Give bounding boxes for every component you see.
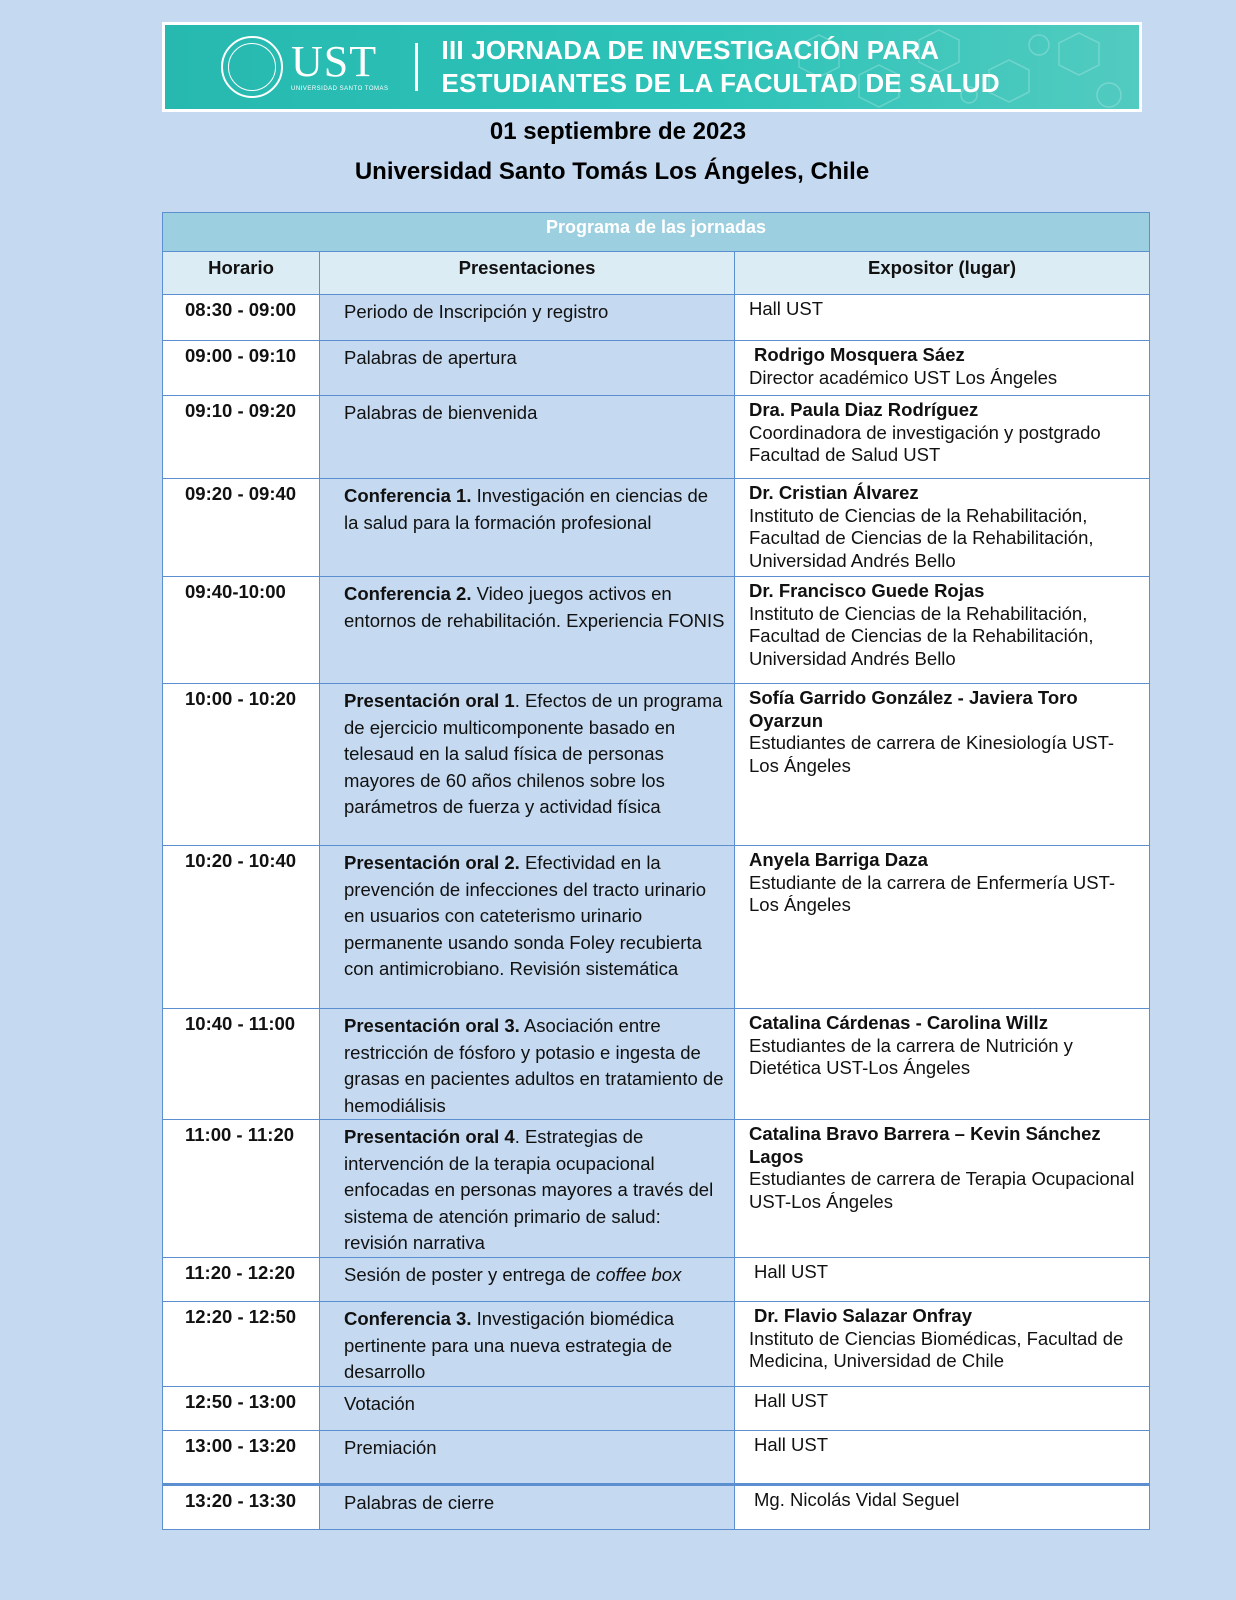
table-row bbox=[163, 577, 1150, 684]
banner-title-line-2: ESTUDIANTES DE LA FACULTAD DE SALUD bbox=[441, 68, 1000, 98]
table-row bbox=[163, 479, 1150, 577]
row-speaker bbox=[735, 577, 1150, 684]
presentation-label: Conferencia 3. bbox=[344, 1308, 472, 1329]
row-presentation bbox=[320, 577, 735, 684]
speaker-name: Dr. Francisco Guede Rojas bbox=[749, 580, 985, 601]
column-header-horario-text: Horario bbox=[208, 257, 274, 278]
santo-tomas-seal-logo bbox=[221, 36, 283, 98]
table-row bbox=[163, 684, 1150, 846]
presentation-text: Palabras de apertura bbox=[344, 347, 517, 368]
speaker-name: Catalina Bravo Barrera – Kevin Sánchez Lagos bbox=[749, 1123, 1101, 1167]
presentation-text: Premiación bbox=[344, 1436, 437, 1458]
presentation-label: Conferencia 1. bbox=[344, 485, 472, 506]
presentation-text: Asociación entre restricción de fósforo y potasio e ingesta de grasas en pacientes adultos en tratamiento de hemodiálisis bbox=[344, 1015, 724, 1116]
row-time: 13:20 - 13:30 bbox=[163, 1484, 320, 1529]
presentation-text: Sesión de poster y entrega de bbox=[344, 1264, 596, 1285]
presentation-italic-text: coffee box bbox=[595, 1264, 682, 1285]
presentation-label: Presentación oral 1 bbox=[344, 690, 515, 711]
table-row bbox=[163, 295, 1150, 341]
presentation-text: . Efectos de un programa de ejercicio multicomponente basado en telesaud en la salud física de personas mayores de 60 años chilenos sobre los parámetros de fuerza y actividad física bbox=[344, 690, 723, 817]
presentation-label: Presentación oral 3. bbox=[344, 1015, 520, 1036]
presentation-label: Presentación oral 2. bbox=[344, 852, 520, 873]
speaker-detail: Hall UST bbox=[749, 298, 824, 319]
speaker-detail: Instituto de Ciencias de la Rehabilitación, Facultad de Ciencias de la Rehabilitación, Universidad Andrés Bello bbox=[749, 602, 1094, 669]
event-date-text: 01 septiembre de 2023 bbox=[489, 118, 747, 145]
presentation-text: Palabras de cierre bbox=[344, 1491, 495, 1513]
row-time: 12:50 - 13:00 bbox=[163, 1386, 320, 1430]
row-time: 09:00 - 09:10 bbox=[163, 341, 320, 396]
column-header-presentaciones-text: Presentaciones bbox=[458, 257, 596, 278]
presentation-text: Periodo de Inscripción y registro bbox=[344, 301, 609, 322]
table-row bbox=[163, 846, 1150, 1009]
speaker-detail: Estudiantes de carrera de Terapia Ocupacional UST-Los Ángeles bbox=[749, 1168, 1135, 1212]
row-speaker bbox=[735, 1430, 1150, 1484]
speaker-detail: Estudiantes de carrera de Kinesiología UST-Los Ángeles bbox=[749, 732, 1115, 776]
row-time: 09:20 - 09:40 bbox=[163, 479, 320, 577]
row-speaker bbox=[735, 684, 1150, 846]
row-presentation bbox=[320, 1386, 735, 1430]
event-place: Universidad Santo Tomás Los Ángeles, Chile bbox=[354, 158, 870, 185]
program-table-title bbox=[163, 213, 1150, 252]
program-table bbox=[162, 212, 1150, 1530]
presentation-label: Conferencia 2. bbox=[344, 583, 472, 604]
row-presentation bbox=[320, 684, 735, 846]
speaker-detail: Mg. Nicolás Vidal Seguel bbox=[754, 1488, 960, 1510]
speaker-name: Anyela Barriga Daza bbox=[749, 849, 928, 870]
row-time: 13:00 - 13:20 bbox=[163, 1430, 320, 1484]
speaker-name: Rodrigo Mosquera Sáez bbox=[754, 344, 965, 365]
presentation-text: Votación bbox=[344, 1392, 415, 1414]
table-row bbox=[163, 1009, 1150, 1120]
speaker-name: Catalina Cárdenas - Carolina Willz bbox=[749, 1012, 1048, 1033]
row-presentation bbox=[320, 479, 735, 577]
row-time: 10:00 - 10:20 bbox=[163, 684, 320, 846]
row-speaker bbox=[735, 341, 1150, 396]
ust-logo-text: UST bbox=[291, 37, 378, 86]
table-row bbox=[163, 396, 1150, 479]
speaker-detail: Director académico UST Los Ángeles bbox=[749, 366, 1058, 388]
presentation-text: Investigación biomédica pertinente para una nueva estrategia de desarrollo bbox=[344, 1308, 675, 1382]
speaker-name: Dra. Paula Diaz Rodríguez bbox=[749, 399, 979, 420]
ust-logo bbox=[291, 37, 389, 92]
header-banner bbox=[162, 22, 1142, 112]
row-presentation bbox=[320, 846, 735, 1009]
presentation-label: Presentación oral 4 bbox=[344, 1126, 515, 1147]
table-row bbox=[163, 1484, 1150, 1529]
table-row bbox=[163, 1430, 1150, 1484]
banner-title bbox=[442, 34, 1000, 100]
speaker-detail: Instituto de Ciencias de la Rehabilitación, Facultad de Ciencias de la Rehabilitación, Universidad Andrés Bello bbox=[749, 504, 1094, 571]
presentation-text: Palabras de bienvenida bbox=[344, 402, 538, 423]
row-time: 09:10 - 09:20 bbox=[163, 396, 320, 479]
row-presentation bbox=[320, 1430, 735, 1484]
presentation-text: Video juegos activos en entornos de rehabilitación. Experiencia FONIS bbox=[344, 583, 725, 631]
event-date bbox=[0, 118, 1236, 146]
speaker-name: Sofía Garrido González - Javiera Toro Oyarzun bbox=[749, 687, 1078, 731]
row-presentation bbox=[320, 1009, 735, 1120]
banner-divider bbox=[415, 43, 418, 91]
row-time: 10:20 - 10:40 bbox=[163, 846, 320, 1009]
table-row bbox=[163, 1302, 1150, 1387]
row-time: 09:40-10:00 bbox=[163, 577, 320, 684]
row-time: 11:00 - 11:20 bbox=[163, 1120, 320, 1258]
row-speaker bbox=[735, 1386, 1150, 1430]
column-header-expositor bbox=[735, 252, 1150, 295]
banner-title-line-1: III JORNADA DE INVESTIGACIÓN PARA bbox=[441, 35, 940, 65]
speaker-detail: Hall UST bbox=[754, 1433, 829, 1455]
presentation-text: Investigación en ciencias de la salud para la formación profesional bbox=[344, 485, 709, 533]
row-speaker bbox=[735, 1258, 1150, 1302]
table-row bbox=[163, 1258, 1150, 1302]
row-speaker bbox=[735, 846, 1150, 1009]
speaker-detail: Estudiantes de la carrera de Nutrición y Dietética UST-Los Ángeles bbox=[749, 1034, 1073, 1078]
row-presentation bbox=[320, 1302, 735, 1387]
row-presentation bbox=[320, 396, 735, 479]
ust-logo-subtitle: UNIVERSIDAD SANTO TOMAS bbox=[291, 86, 389, 92]
column-header-expositor-text: Expositor (lugar) bbox=[868, 257, 1017, 278]
row-presentation bbox=[320, 1484, 735, 1529]
speaker-name: Dr. Cristian Álvarez bbox=[749, 482, 919, 503]
speaker-detail: Estudiante de la carrera de Enfermería UST-Los Ángeles bbox=[749, 871, 1116, 915]
speaker-detail: Instituto de Ciencias Biomédicas, Facultad de Medicina, Universidad de Chile bbox=[749, 1327, 1124, 1371]
row-presentation bbox=[320, 341, 735, 396]
presentation-text: . Estrategias de intervención de la terapia ocupacional enfocadas en personas mayores a través del sistema de atención primario de salud: revisión narrativa bbox=[344, 1126, 714, 1253]
row-speaker bbox=[735, 1120, 1150, 1258]
row-presentation bbox=[320, 295, 735, 341]
column-header-horario bbox=[163, 252, 320, 295]
row-speaker bbox=[735, 1484, 1150, 1529]
row-speaker bbox=[735, 396, 1150, 479]
row-time: 11:20 - 12:20 bbox=[163, 1258, 320, 1302]
row-speaker bbox=[735, 295, 1150, 341]
speaker-detail: Hall UST bbox=[754, 1261, 829, 1282]
column-header-presentaciones bbox=[320, 252, 735, 295]
speaker-detail: Coordinadora de investigación y postgrado Facultad de Salud UST bbox=[749, 421, 1101, 465]
row-presentation bbox=[320, 1258, 735, 1302]
row-speaker bbox=[735, 1302, 1150, 1387]
row-time: 08:30 - 09:00 bbox=[163, 295, 320, 341]
speaker-detail: Hall UST bbox=[754, 1389, 829, 1411]
table-row bbox=[163, 1386, 1150, 1430]
presentation-text: Efectividad en la prevención de infecciones del tracto urinario en usuarios con cateterismo urinario permanente usando sonda Foley recubierta con antimicrobiano. Revisión sistemática bbox=[344, 852, 706, 979]
row-speaker bbox=[735, 1009, 1150, 1120]
program-table-title-text: Programa de las jornadas bbox=[545, 216, 767, 237]
table-row bbox=[163, 1120, 1150, 1258]
row-speaker bbox=[735, 479, 1150, 577]
row-presentation bbox=[320, 1120, 735, 1258]
row-time: 12:20 - 12:50 bbox=[163, 1302, 320, 1387]
speaker-name: Dr. Flavio Salazar Onfray bbox=[754, 1305, 972, 1326]
table-row bbox=[163, 341, 1150, 396]
row-time: 10:40 - 11:00 bbox=[163, 1009, 320, 1120]
